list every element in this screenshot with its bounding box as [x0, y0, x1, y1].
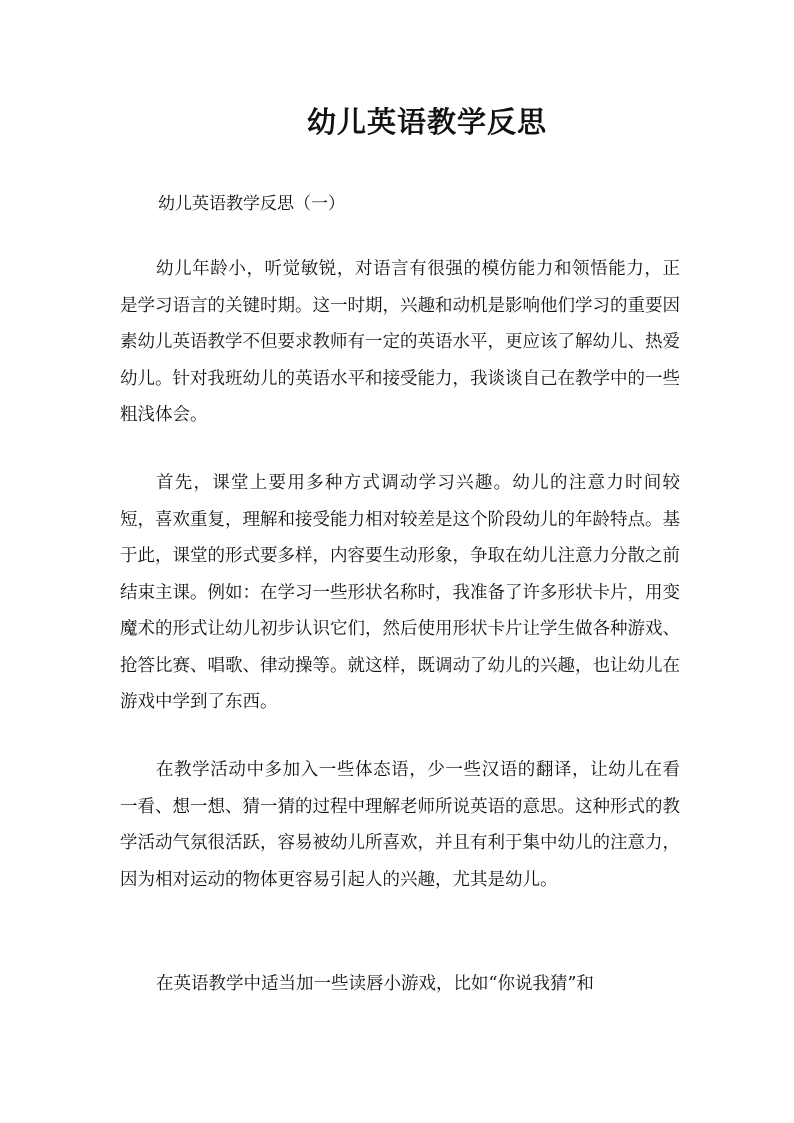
document-title: 幼儿英语教学反思: [306, 105, 547, 139]
paragraph-4: 在英语教学中适当加一些读唇小游戏，比如“你说我猜”和: [156, 974, 594, 994]
paragraph-1: 幼儿年龄小，听觉敏锐，对语言有很强的模仿能力和领悟能力，正是学习语言的关键时期。这一时期，兴趣和动机是影响他们学习的重要因素幼儿英语教学不但要求教师有一定的英语水平，更应该了解幼儿、热爱幼儿。针对我班幼儿的英语水平和接受能力，我谈谈自己在教学中的一些粗浅体会。: [120, 259, 680, 425]
paragraph-2: 首先，课堂上要用多种方式调动学习兴趣。幼儿的注意力时间较短，喜欢重复，理解和接受能力相对较差是这个阶段幼儿的年龄特点。基于此，课堂的形式要多样，内容要生动形象，争取在幼儿注意力分散之前结束主课。例如：在学习一些形状名称时，我准备了许多形状卡片，用变魔术的形式让幼儿初步认识它们，然后使用形状卡片让学生做各种游戏、抢答比赛、唱歌、律动操等。就这样，既调动了幼儿的兴趣，也让幼儿在游戏中学到了东西。: [120, 473, 680, 712]
paragraph-3: 在教学活动中多加入一些体态语，少一些汉语的翻译，让幼儿在看一看、想一想、猜一猜的过程中理解老师所说英语的意思。这种形式的教学活动气氛很活跃，容易被幼儿所喜欢，并且有利于集中幼儿的注意力，因为相对运动的物体更容易引起人的兴趣，尤其是幼儿。: [120, 760, 680, 890]
section-heading: 幼儿英语教学反思（一）: [158, 194, 345, 214]
